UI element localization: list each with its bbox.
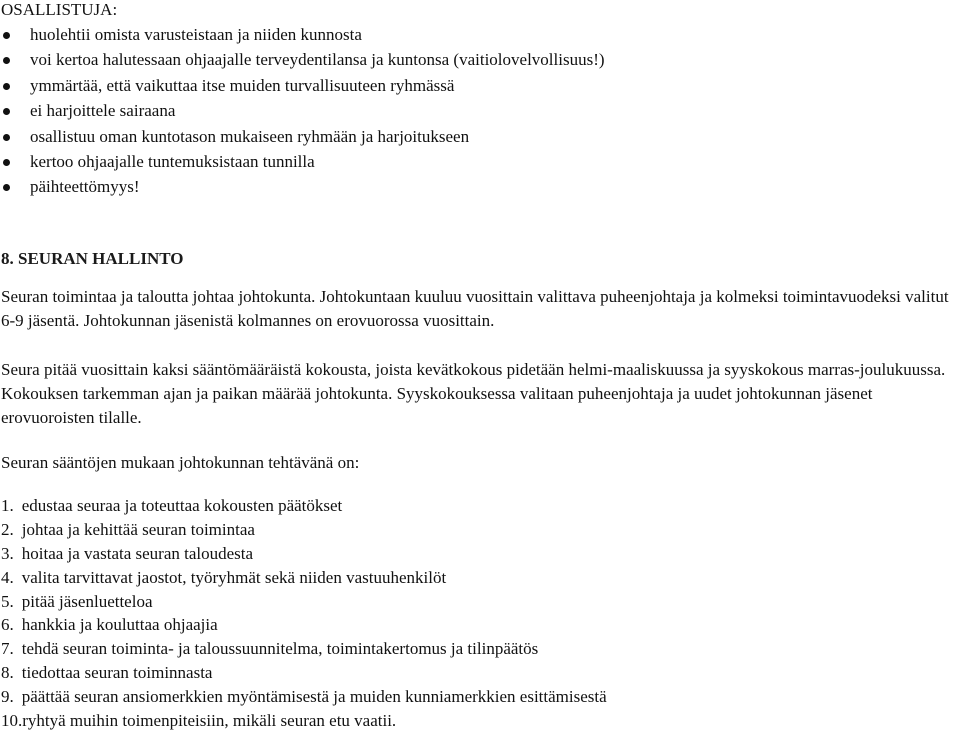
item-number: 3. [1,543,14,563]
bullet-icon [3,159,10,166]
item-text: edustaa seuraa ja toteuttaa kokousten päätökset [21,496,343,515]
participants-heading: OSALLISTUJA: [1,0,118,19]
list-item [0,22,605,47]
list-item [1,566,607,590]
bullet-icon [3,32,10,39]
item-text: tiedottaa seuran toiminnasta [21,663,213,683]
bullet-icon [3,184,10,191]
list-item [1,494,607,518]
item-text: päättää seuran ansiomerkkien myöntämisestä ja muiden kunniamerkkien esittämisestä [21,687,607,707]
list-item [1,709,607,733]
bullet-icon [3,134,10,141]
bullet-icon [3,83,10,90]
list-item [1,590,607,614]
paragraph-meetings: Seura pitää vuosittain kaksi sääntömääräistä kokousta, joista kevätkokous pidetään helmi-maaliskuussa ja syyskokous marras-joulukuussa. Kokouksen tarkemman ajan ja paikan määrää johtokunta. Syyskokouksessa valitaan puheenjohtaja ja uudet johtokunnan jäsenet erovuoroisten tilalle. [1,360,946,427]
item-text: tehdä seuran toiminta- ja taloussuunnitelma, toimintakertomus ja tilinpäätös [21,639,539,659]
list-item-text: voi kertoa halutessaan ohjaajalle terveydentilansa ja kuntonsa (vaitiolovelvollisuus!) [30,50,605,70]
item-number: 4. [1,567,14,587]
bullet-icon [3,108,10,115]
item-number: 10. [1,711,23,731]
list-item [1,685,607,709]
list-item-text: kertoo ohjaajalle tuntemuksistaan tunnilla [30,151,315,171]
item-text: hoitaa ja vastata seuran taloudesta [21,543,254,563]
duties-list [1,494,607,733]
list-item [0,98,605,123]
item-number: 6. [1,615,14,635]
participants-list [0,22,605,200]
list-item [1,661,607,685]
paragraph-duties-intro: Seuran sääntöjen mukaan johtokunnan tehtävänä on: [1,453,360,472]
list-item [1,637,607,661]
list-item [1,542,607,566]
list-item-text: osallistuu oman kuntotason mukaiseen ryhmään ja harjoitukseen [30,126,470,146]
item-number: 5. [1,591,14,611]
list-item-text: ymmärtää, että vaikuttaa itse muiden turvallisuuteen ryhmässä [30,75,455,95]
item-text: hankkia ja kouluttaa ohjaajia [21,615,218,635]
list-item-text: ei harjoittele sairaana [30,101,176,121]
list-item [0,149,605,174]
list-item [1,518,607,542]
paragraph-board: Seuran toimintaa ja taloutta johtaa johtokunta. Johtokuntaan kuuluu vuosittain valittava puheenjohtaja ja kolmeksi toimintavuodeksi valitut 6-9 jäsentä. Johtokunnan jäsenistä kolmannes on erovuorossa vuosittain. [1,287,949,330]
list-item [1,613,607,637]
list-item [0,47,605,72]
list-item [0,73,605,98]
item-number: 7. [1,639,14,659]
item-number: 1. [1,496,14,515]
item-text: ryhtyä muihin toimenpiteisiin, mikäli seuran etu vaatii. [22,711,397,731]
item-text: pitää jäsenluetteloa [21,591,153,611]
item-text: johtaa ja kehittää seuran toimintaa [21,519,255,539]
item-text: valita tarvittavat jaostot, työryhmät sekä niiden vastuuhenkilöt [21,567,447,587]
list-item [0,174,605,199]
bullet-icon [3,57,10,64]
list-item-text: päihteettömyys! [30,177,140,197]
item-number: 8. [1,663,14,683]
list-item [0,124,605,149]
list-item-text: huolehtii omista varusteistaan ja niiden kunnosta [30,25,362,44]
item-number: 9. [1,687,14,707]
section-title: 8. SEURAN HALLINTO [1,249,184,268]
item-number: 2. [1,519,14,539]
